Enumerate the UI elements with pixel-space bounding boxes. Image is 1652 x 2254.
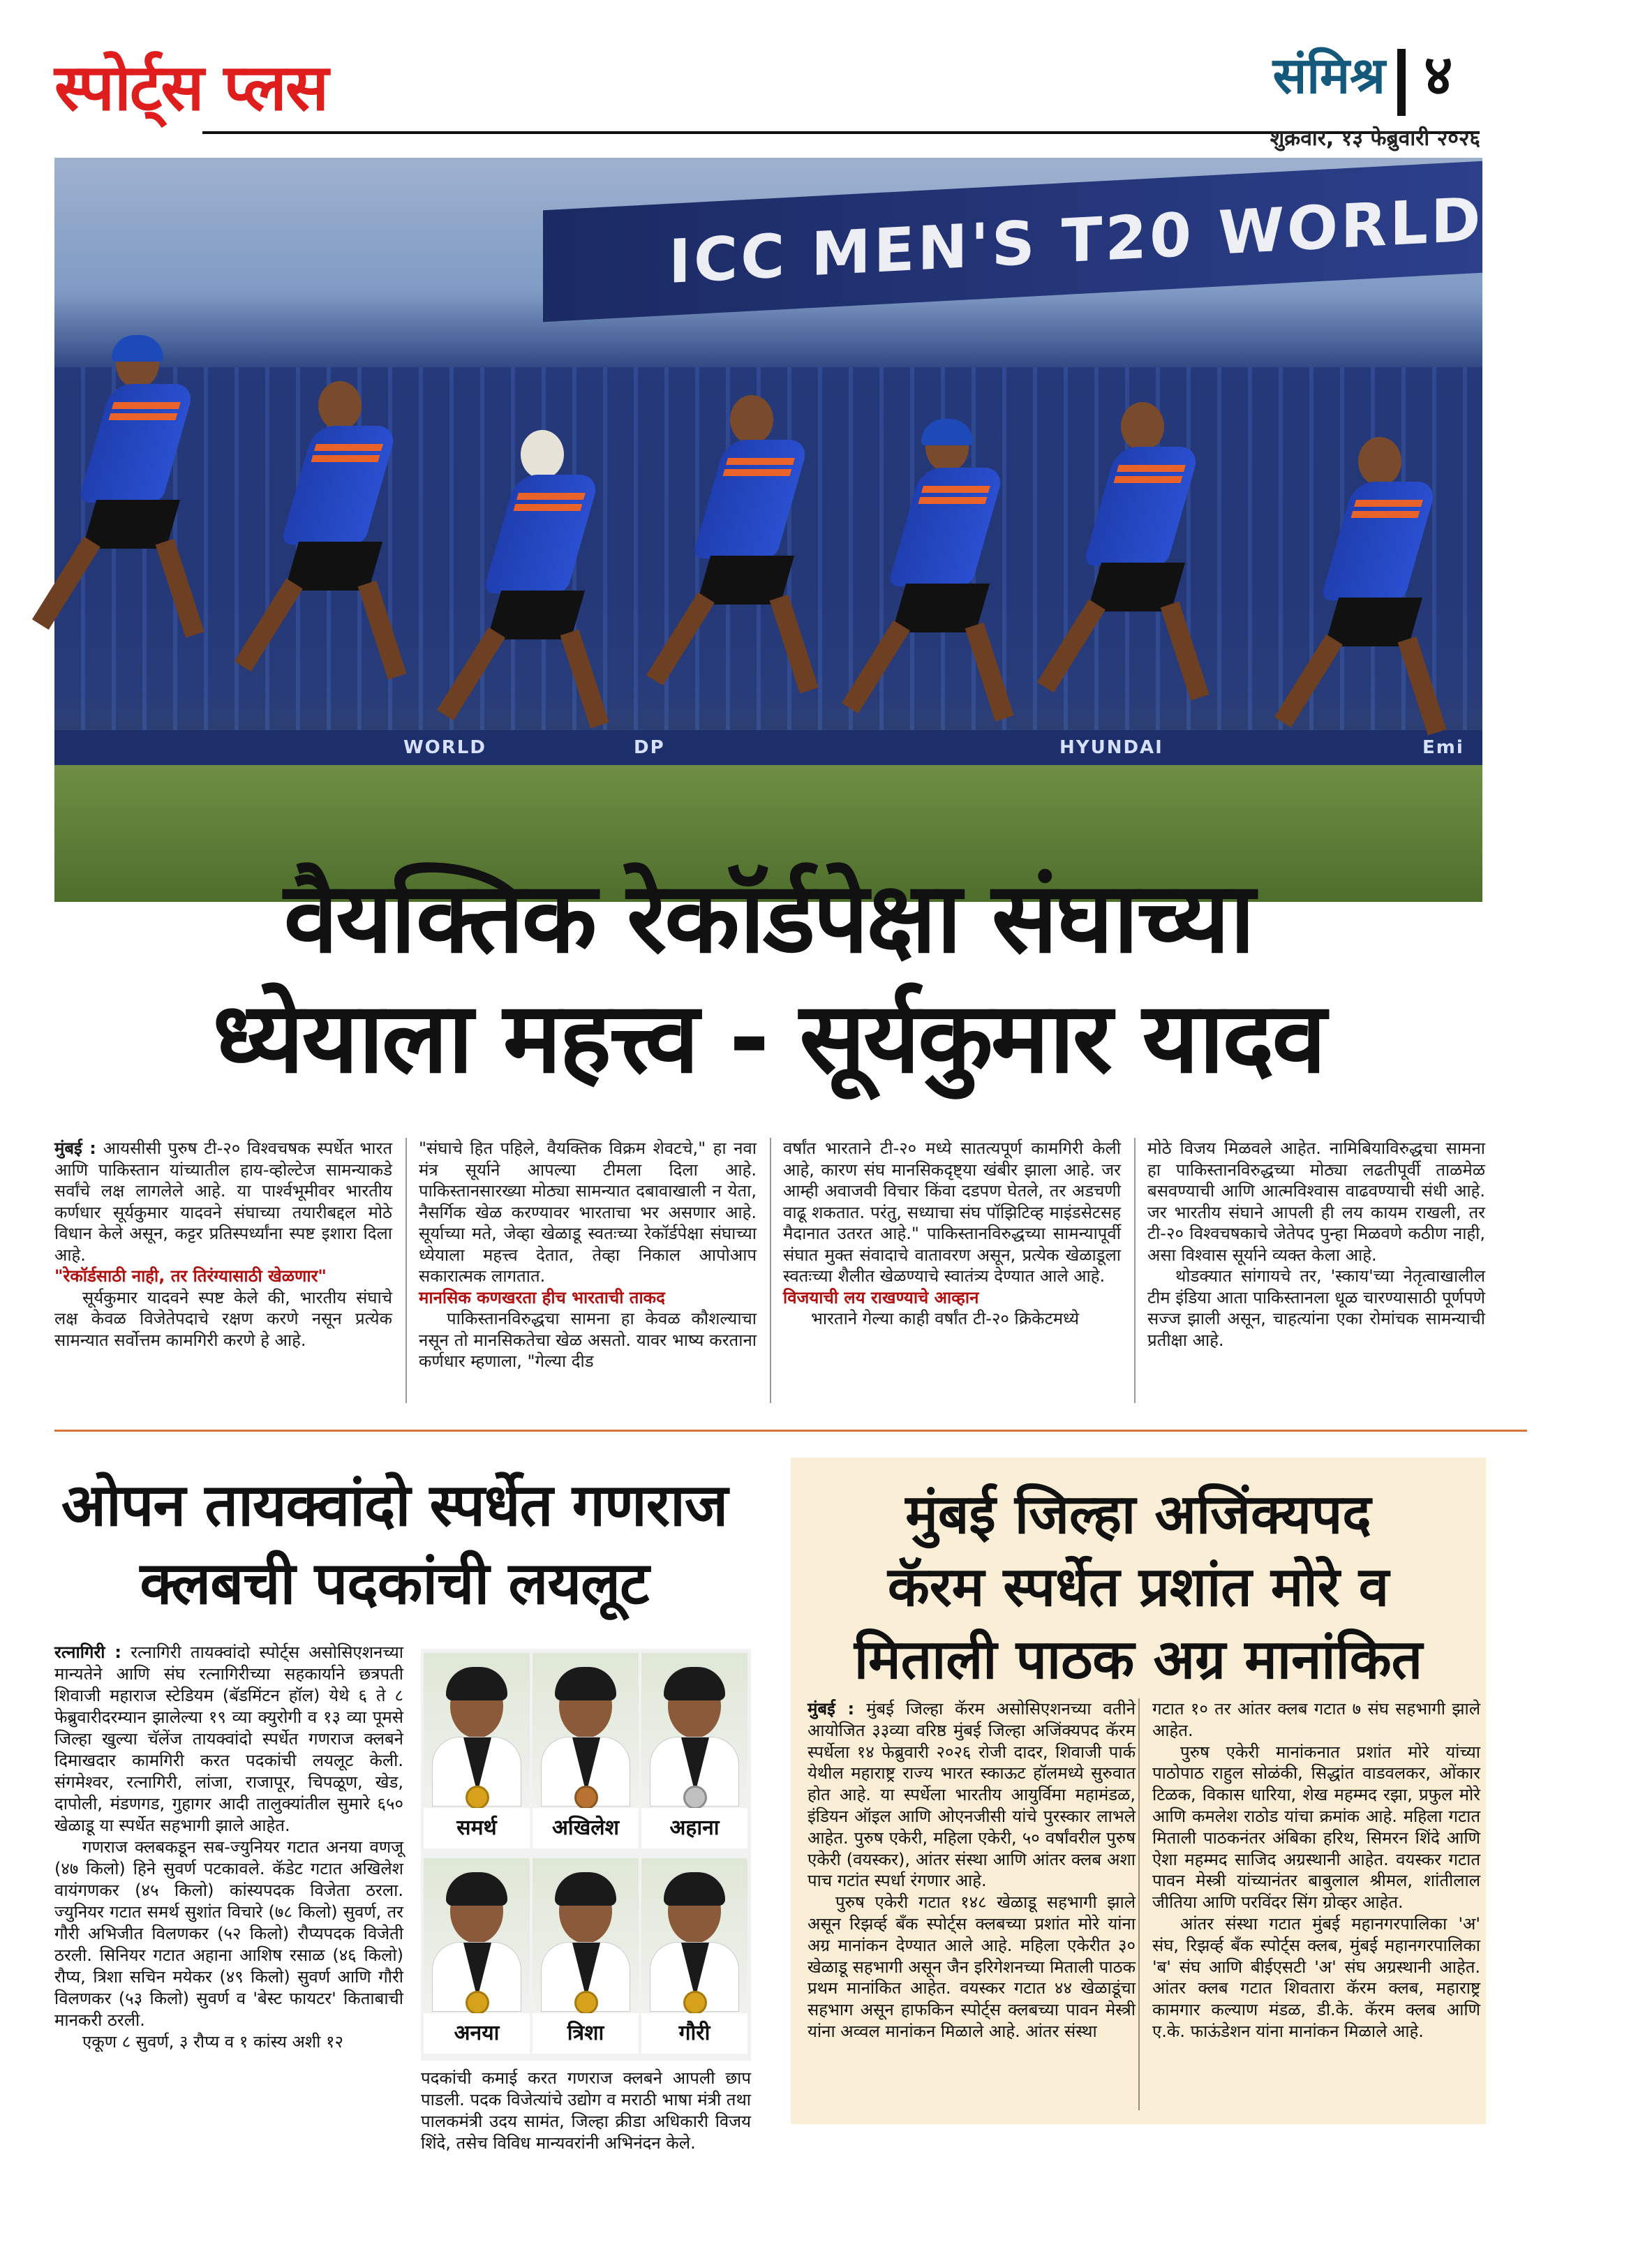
main-story-column-2 <box>419 1138 757 1372</box>
player-figure <box>285 381 389 681</box>
player-figure <box>82 339 187 639</box>
paragraph: मुंबई जिल्हा कॅरम असोसिएशनच्या वतीने आयोजित ३३व्या वरिष्ठ मुंबई जिल्हा अजिंक्यपद कॅरम स्पर्धेला १४ फेब्रुवारी २०२६ रोजी दादर, शिवाजी पार्क येथील महाराष्ट्र राज्य भारत स्काऊट हॉलमध्ये सुरुवात होत आहे. या स्पर्धेला भारतीय आयुर्विमा महामंडळ, इंडियन ऑइल आणि ओएनजीसी यांचे पुरस्कार लाभले आहेत. पुरुष एकेरी, महिला एकेरी, ५० वर्षांवरील पुरुष एकेरी (वयस्कर), आंतर संस्था आणि आंतर क्लब अशा पाच गटांत स्पर्धा रंगणार आहे. <box>808 1699 1136 1891</box>
player-figure <box>1087 402 1192 702</box>
advertising-board <box>54 730 1482 765</box>
taekwondo-story-body <box>54 1642 403 2053</box>
page-number: ४ <box>1424 43 1453 107</box>
winner-name: समर्थ <box>424 1808 530 1848</box>
photo-caption-text: पदकांची कमाई करत गणराज क्लबने आपली छाप पाडली. पदक विजेत्यांचे उद्योग व मराठी भाषा मंत्री तथा पालकमंत्री उदय सामंत, जिल्हा क्रीडा अधिकारी विजय शिंदे, तसेच विविध मान्यवरांनी अभिनंदन केले. <box>421 2068 751 2153</box>
player-figure <box>697 395 801 695</box>
stadium-banner-text: ICC MEN'S T20 WORLD CUP <box>669 175 1652 297</box>
carrom-story-column-1 <box>808 1698 1136 2042</box>
taekwondo-headline-line1: ओपन तायक्वांदो स्पर्धेत गणराज <box>61 1471 728 1539</box>
section-divider <box>54 1430 1527 1432</box>
taekwondo-headline-line2: क्लबची पदकांची लयलूट <box>140 1549 649 1617</box>
main-headline-line2: ध्येयाला महत्त्व - सूर्यकुमार यादव <box>212 981 1325 1095</box>
winner-name: अहाना <box>641 1808 747 1848</box>
winner-name: त्रिशा <box>533 2013 639 2054</box>
main-headline <box>54 859 1482 1099</box>
main-story-column-1 <box>54 1138 392 1351</box>
carrom-story-box <box>791 1458 1486 2124</box>
dateline-place: रत्नागिरी : <box>54 1643 122 1662</box>
taekwondo-headline <box>28 1466 761 1622</box>
carrom-story-column-2 <box>1152 1698 1480 2042</box>
page-divider <box>1397 49 1406 116</box>
subheading: विजयाची लय राखण्याचे आव्हान <box>783 1287 979 1307</box>
carrom-headline-line2: कॅरम स्पर्धेत प्रशांत मोरे व <box>887 1556 1390 1619</box>
winner-name: अनया <box>424 2013 530 2054</box>
paragraph: "संघाचे हित पहिले, वैयक्तिक विक्रम शेवटचे," हा नवा मंत्र सूर्याने आपल्या टीमला दिला आहे. पाकिस्तानसारख्या मोठ्या सामन्यात दबावाखाली न येता, नैसर्गिक खेळ करण्यावर भारताचा भर असणार आहे. सूर्याच्या मते, जेव्हा खेळाडू स्वतःच्या रेकॉर्डपेक्षा संघाच्या ध्येयाला महत्त्व देतात, तेव्हा निकाल आपोआप सकारात्मक लागतात. <box>419 1139 757 1286</box>
paragraph: मोठे विजय मिळवले आहेत. नामिबियाविरुद्धचा सामना हा पाकिस्तानविरुद्धच्या मोठ्या लढतीपूर्वी ताळमेळ बसवण्याची आणि आत्मविश्वास वाढवण्याची संधी आहे. जर भारतीय संघाने आपली ही लय कायम राखली, तर टी-२० विश्वचषकाचे जेतेपद पुन्हा मिळवणे कठीण नाही, असा विश्वास सूर्याने व्यक्त केला आहे. <box>1147 1139 1485 1265</box>
main-headline-line1: वैयक्तिक रेकॉर्डपेक्षा संघाच्या <box>283 861 1253 975</box>
section-title: संमिश्र <box>1272 46 1385 105</box>
paragraph: वर्षांत भारताने टी-२० मध्ये सातत्यपूर्ण कामगिरी केली आहे, कारण संघ मानसिकदृष्ट्या खंबीर झाला आहे. जर आम्ही अवाजवी विचार किंवा दडपण घेतले, तर अडचणी वाढू शकतात. परंतु, सध्याचा संघ पॉझिटिव्ह माइंडसेटसह मैदानात उतरत आहे." पाकिस्तानविरुद्धच्या सामन्यापूर्वी संघात मुक्त संवादाचे वातावरण असून, प्रत्येक खेळाडूला स्वतःच्या शैलीत खेळण्याचे स्वातंत्र्य देण्यात आले आहे. <box>783 1139 1121 1286</box>
carrom-headline-line3: मिताली पाठक अग्र मानांकित <box>854 1629 1423 1691</box>
subheading: मानसिक कणखरता हीच भारताची ताकद <box>419 1287 665 1307</box>
winner-photo <box>424 1653 530 1848</box>
subheading: "रेकॉर्डसाठी नाही, तर तिरंग्यासाठी खेळणार" <box>54 1266 327 1286</box>
column-rule <box>770 1138 771 1403</box>
winner-photo <box>424 1858 530 2054</box>
column-rule <box>1138 1698 1140 2110</box>
dateline-place: मुंबई : <box>54 1139 96 1158</box>
paragraph: पाकिस्तानविरुद्धचा सामना हा केवळ कौशल्याचा नसून तो मानसिकतेचा खेळ असतो. यावर भाष्य करताना कर्णधार म्हणाला, "गेल्या दीड <box>419 1309 757 1371</box>
column-rule <box>1134 1138 1136 1403</box>
carrom-headline <box>791 1478 1486 1696</box>
main-story-column-3 <box>783 1138 1121 1330</box>
paragraph: थोडक्यात सांगायचे तर, 'स्काय'च्या नेतृत्वाखालील टीम इंडिया आता पाकिस्तानला धूळ चारण्यासाठी पूर्णपणे सज्ज झाली असून, चाहत्यांना एका रोमांचक सामन्याची प्रतीक्षा आहे. <box>1147 1266 1485 1350</box>
board-text-4: Emi <box>1422 737 1464 758</box>
paragraph: रत्नागिरी तायक्वांदो स्पोर्ट्स असोसिएशनच्या मान्यतेने आणि संघ रत्नागिरीच्या सहकार्याने छत्रपती शिवाजी महाराज स्टेडियम (बॅडमिंटन हॉल) येथे ६ ते ८ फेब्रुवारीदरम्यान झालेल्या १९ व्या क्युरोगी व १३ व्या पूमसे जिल्हा खुल्या चॅलेंज तायक्वांदो स्पर्धेत गणराज क्लबने दिमाखदार कामगिरी करत पदकांची लयलूट केली. संगमेश्वर, रत्नागिरी, लांजा, राजापूर, चिपळूण, खेड, दापोली, मंडणगड, गुहागर आदी तालुक्यांतील सुमारे ६५० खेळाडू या स्पर्धेत सहभागी झाले आहेत. <box>54 1643 403 1835</box>
paragraph: सूर्यकुमार यादवने स्पष्ट केले की, भारतीय संघाचे लक्ष केवळ विजेतेपदाचे रक्षण करणे नसून प्रत्येक सामन्यात सर्वोत्तम कामगिरी करणे हे आहे. <box>54 1287 392 1350</box>
board-text-1: WORLD <box>403 737 486 758</box>
paragraph: गटात १० तर आंतर क्लब गटात ७ संघ सहभागी झाले आहेत. <box>1152 1699 1480 1740</box>
paragraph: भारताने गेल्या काही वर्षांत टी-२० क्रिकेटमध्ये <box>811 1309 1080 1328</box>
board-text-2: DP <box>634 737 665 758</box>
winner-photo <box>641 1858 747 2054</box>
player-figure <box>487 430 592 730</box>
paragraph: पुरुष एकेरी गटात १४८ खेळाडू सहभागी झाले असून रिझर्व्ह बँक स्पोर्ट्स क्लबच्या प्रशांत मोरे यांना अग्र मानांकन देण्यात आले आहे. महिला एकेरीत ३० खेळाडू सहभागी असून जैन इरिगेशनच्या मिताली पाठक प्रथम मानांकित आहेत. वयस्कर गटात ४४ खेळाडूंचा सहभाग असून हाफकिन स्पोर्ट्स क्लबच्या पावन मेस्त्री यांना अव्वल मानांकन मिळाले आहे. आंतर संस्था <box>808 1892 1136 2041</box>
dateline-place: मुंबई : <box>808 1699 855 1719</box>
player-figure <box>892 423 997 723</box>
paragraph: एकूण ८ सुवर्ण, ३ रौप्य व १ कांस्य अशी १२ <box>82 2032 343 2052</box>
winner-photo <box>641 1653 747 1848</box>
paragraph: गणराज क्लबकडून सब-ज्युनियर गटात अनया वणजू (४७ किलो) हिने सुवर्ण पटकावले. कॅडेट गटात अखिलेश वायंगणकर (४५ किलो) कांस्यपदक विजेता ठरला. ज्युनियर गटात समर्थ सुशांत विचारे (७८ किलो) सुवर्ण, तर गौरी अभिजीत विलणकर (५२ किलो) रौप्यपदक विजेती ठरली. सिनियर गटात अहाना आशिष रसाळ (४६ किलो) रौप्य, त्रिशा सचिन मयेकर (४९ किलो) सुवर्ण आणि गौरी विलणकर (५३ किलो) सुवर्ण व 'बेस्ट फायटर' किताबाची मानकरी ठरली. <box>54 1837 403 2030</box>
winner-name: अखिलेश <box>533 1808 639 1848</box>
column-rule <box>405 1138 407 1403</box>
winner-name: गौरी <box>641 2013 747 2054</box>
winner-photo <box>533 1858 639 2054</box>
paragraph: आयसीसी पुरुष टी-२० विश्वचषक स्पर्धेत भारत आणि पाकिस्तान यांच्यातील हाय-व्होल्टेज सामन्याकडे सर्वांचे लक्ष लागलेले आहे. या पार्श्वभूमीवर भारतीय कर्णधार सूर्यकुमार यादवने संघाच्या तयारीबद्दल मोठे विधान केले असून, कट्टर प्रतिस्पर्ध्यांना स्पष्ट इशारा दिला आहे. <box>54 1139 392 1265</box>
main-story-body <box>54 1138 1485 1403</box>
winner-photo <box>533 1653 639 1848</box>
issue-date: शुक्रवार, १३ फेब्रुवारी २०२६ <box>1270 126 1480 151</box>
paragraph: आंतर संस्था गटात मुंबई महानगरपालिका 'अ' संघ, रिझर्व्ह बँक स्पोर्ट्स क्लब, मुंबई महानगरपालिका 'ब' संघ आणि बीईएसटी 'अ' संघ अग्रस्थानी आहेत. आंतर क्लब गटात शिवतारा कॅरम क्लब, महाराष्ट्र कामगार कल्याण मंडळ, डी.के. कॅरम क्लब आणि ए.के. फाऊंडेशन यांना मानांकन मिळाले आहे. <box>1152 1913 1480 2041</box>
main-story-column-4 <box>1147 1138 1485 1351</box>
board-text-3: HYUNDAI <box>1059 737 1163 758</box>
masthead: स्पोर्ट्स प्लस <box>54 50 328 125</box>
player-figure <box>1325 437 1429 737</box>
paragraph: पुरुष एकेरी मानांकनात प्रशांत मोरे यांच्या पाठोपाठ राहुल सोळंकी, सिद्धांत वाडवलकर, ओंकार टिळक, विकास धारिया, शेख महम्मद रझा, प्रफुल मोरे आणि कमलेश राठोड यांचा क्रमांक आहे. महिला गटात मिताली पाठकनंतर अंबिका हरिथ, सिमरन शिंदे आणि ऐशा महम्मद साजिद अग्रस्थानी आहेत. वयस्कर गटात पावन मेस्त्री यांच्यानंतर बाबुलाल श्रीमल, शांतीलाल जीतिया आणि परविंदर सिंग ग्रोव्हर आहेत. <box>1152 1742 1480 1913</box>
carrom-headline-line1: मुंबई जिल्हा अजिंक्यपद <box>905 1483 1371 1546</box>
medal-winners-photos <box>421 1649 751 2061</box>
stadium-banner <box>543 161 1652 322</box>
hero-photo <box>54 158 1652 902</box>
